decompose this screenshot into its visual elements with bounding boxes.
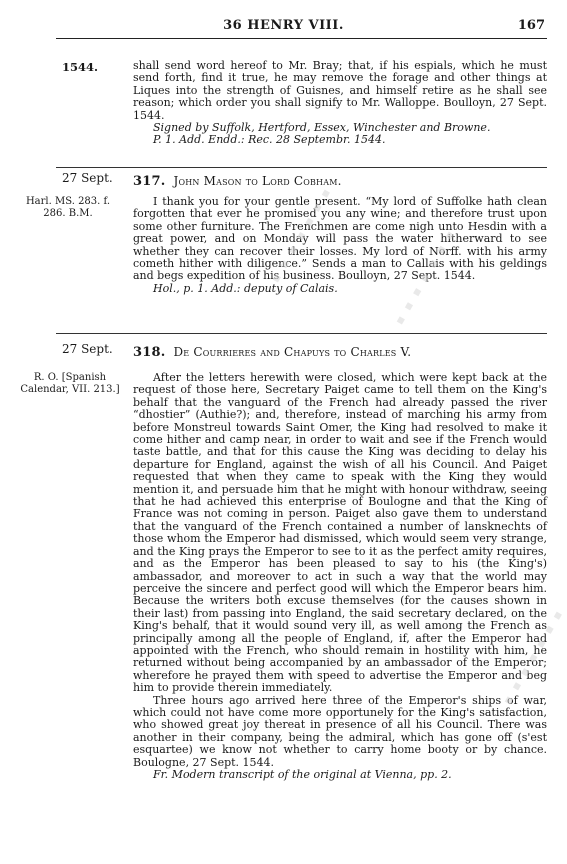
continuation-paragraph: shall send word hereof to Mr. Bray; that, if his espials, which he must send forth, find it true, he may remove the forage and other things at Liques into the strength of Guisnes, and himself retire as he shall see reason; which order you shall signify to Mr. Walloppe. Boulloyn, 27 Sept. 1544. <box>133 59 547 122</box>
watermark-stamp: ▪ ▪ ▪ ▪ ▪ ▪ ▪ <box>392 226 459 327</box>
continuation-signed: Signed by Suffolk, Hertford, Essex, Winchester and Browne. <box>153 121 491 135</box>
entry-318-paragraph-1: After the letters herewith were closed, which were kept back at the request of those here, Secretary Paiget came to tell them on the King's behalf that the vanguard of the French had already passed the river “dhostier” (Authie?); and, therefore, instead of marching his army from before Monstreul towards Saint Omer, the King had resolved to make it come hither and camp near, in order to wait and see if the French would taste battle, and that for this cause the King was deciding to delay his departure for England, against the wish of all his Council. And Paiget requested that when they came to speak with the King they would mention it, and persuade him that he might with honour withdraw, seeing that he had achieved this enterprise of Boulogne and that the King of France was not coming in person. Paiget also gave them to understand that the vanguard of the French contained a number of lansknechts of those whom the Emperor had dismissed, which would seem very strange, and the King prays the Emperor to see to it as the perfect amity requires, and as the Emperor has been pleased to say to his (the King's) ambassador, and moreover to act in such a way that the world may perceive the sincere and perfect good will which the Emperor bears him. Because the writers both excuse themselves (for the causes shown in their last) from passing into England, the said secretary declared, on the King's behalf, that it would sound very ill, as well among the French as principally among all the people of England, if, after the Emperor had appointed with the French, who should remain in hostility with him, he returned without being accompanied by an ambassador of the Emperor; wherefore he prayed them with speed to advertise the Emperor and beg him to provide therein immediately. <box>133 371 547 695</box>
watermark-stamp: ▪ ▪ ▪ ▪ ▪ ▪ ▪ <box>268 184 335 285</box>
entry-318-source: R. O. [Spanish Calendar, VII. 213.] <box>20 372 120 395</box>
entry-318-paragraph-2: Three hours ago arrived here three of the Emperor's ships of war, which could not have come more opportunely for the King's satisfaction, who showed great joy thereat in presence of all his Council. There was another in their company, being the admiral, which has gone off (s'est esquartee) we know not whether to carry home booty or by chance. Boulogne, 27 Sept. 1544. <box>133 693 547 769</box>
entry-318-text <box>133 372 547 781</box>
entry-318-date: 27 Sept. <box>62 342 113 356</box>
header-rule <box>56 38 547 39</box>
entry-317-note: Hol., p. 1. Add.: deputy of Calais. <box>153 281 338 295</box>
entry-318-note: Fr. Modern transcript of the original at Vienna, pp. 2. <box>153 768 452 781</box>
margin-year: 1544. <box>62 60 99 74</box>
entry-318-number: 318. <box>133 345 166 360</box>
entry-318-title: De Courrieres and Chapuys to Charles V. <box>173 345 412 359</box>
running-title: 36 HENRY VIII. <box>223 18 344 33</box>
entry-317-number: 317. <box>133 174 166 189</box>
separator-rule <box>56 333 547 334</box>
continuation-text <box>133 60 547 147</box>
entry-317-body: I thank you for your gentle present. “My lord of Suffolke hath clean forgotten that ever he promised you any wine; and therefore trust upon some other furniture. The Frenchmen are come nigh unto Hesdin with a great power, and on Monday will pass the water hitherward to see whether they can recover their losses. My lord of Norff. with his army cometh hither with diligence.” Sends a man to Callais with his geldings and begs expedition of his business. Boulloyn, 27 Sept. 1544. <box>133 195 547 283</box>
continuation-note: P. 1. Add. Endd.: Rec. 28 Septembr. 1544. <box>153 133 386 147</box>
entry-318-heading <box>133 345 547 360</box>
entry-317-title: John Mason to Lord Cobham. <box>173 174 342 188</box>
separator-rule <box>56 167 547 168</box>
entry-317-source: Harl. MS. 283. f. 286. B.M. <box>25 196 111 219</box>
page-number: 167 <box>517 18 545 33</box>
entry-317-heading <box>133 174 547 189</box>
watermark-stamp: ▪ ▪ ▪ ▪ ▪ ▪ ▪ <box>500 606 567 707</box>
entry-317-text <box>133 196 547 295</box>
entry-317-date: 27 Sept. <box>62 171 113 185</box>
